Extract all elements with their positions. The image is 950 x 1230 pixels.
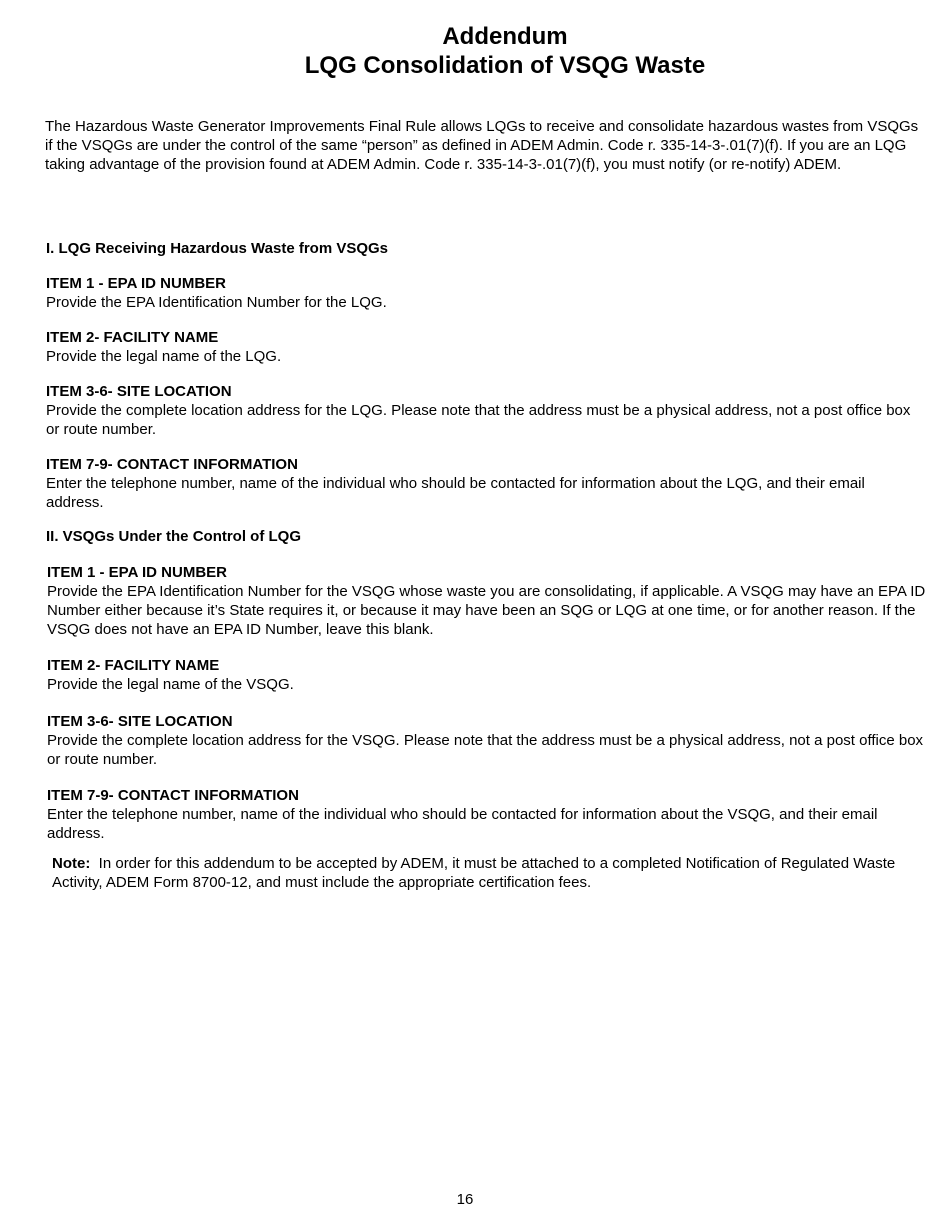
section-2-item-4-title: ITEM 7-9- CONTACT INFORMATION: [47, 787, 299, 804]
document-title-line-2: LQG Consolidation of VSQG Waste: [304, 52, 706, 79]
section-2-heading: II. VSQGs Under the Control of LQG: [46, 528, 302, 545]
section-2-item-1-text: Provide the EPA Identification Number for the VSQG whose waste you are consolidating, if applicable. A VSQG may have an EPA ID Number either because it’s State requires it, or because it may have been an SQG or LQG at one time, or for another reason. If the VSQG does not have an EPA ID Number, leave this blank.: [47, 583, 926, 638]
section-2-item-3-text: Provide the complete location address for the VSQG. Please note that the address must be a physical address, not a post office box or route number.: [47, 732, 924, 768]
note-text: In order for this addendum to be accepted by ADEM, it must be attached to a completed Notification of Regulated Waste Activity, ADEM Form 8700-12, and must include the appropriate certification fees.: [52, 855, 896, 891]
section-1-item-3-title: ITEM 3-6- SITE LOCATION: [46, 383, 232, 400]
section-1-heading: I. LQG Receiving Hazardous Waste from VSQGs: [46, 240, 389, 257]
section-1-item-1-text: Provide the EPA Identification Number for the LQG.: [46, 294, 387, 311]
document-title-line-1: Addendum: [442, 23, 568, 50]
section-1-item-4-text: Enter the telephone number, name of the individual who should be contacted for information about the LQG, and their email address.: [46, 475, 865, 511]
page-number: 16: [456, 1191, 474, 1208]
section-1-item-2-title: ITEM 2- FACILITY NAME: [46, 329, 219, 346]
note-paragraph: [52, 854, 902, 892]
section-2-item-2-text: Provide the legal name of the VSQG.: [47, 676, 294, 693]
section-1-item-4-title: ITEM 7-9- CONTACT INFORMATION: [46, 456, 298, 473]
section-2-item-2-title: ITEM 2- FACILITY NAME: [47, 657, 220, 674]
section-2-item-4-text: Enter the telephone number, name of the individual who should be contacted for information about the VSQG, and their email address.: [47, 806, 878, 842]
intro-paragraph: The Hazardous Waste Generator Improvements Final Rule allows LQGs to receive and consolidate hazardous wastes from VSQGs if the VSQGs are under the control of the same “person” as defined in ADEM Admin. Code r. 335-14-3-.01(7)(f). If you are an LQG taking advantage of the provision found at ADEM Admin. Code r. 335-14-3-.01(7)(f), you must notify (or re-notify) ADEM.: [45, 118, 919, 173]
note-label: Note:: [52, 855, 91, 872]
section-1-item-2-text: Provide the legal name of the LQG.: [46, 348, 282, 365]
section-2-item-3-title: ITEM 3-6- SITE LOCATION: [47, 713, 233, 730]
section-1-item-3-text: Provide the complete location address for the LQG. Please note that the address must be a physical address, not a post office box or route number.: [46, 402, 911, 438]
section-1-item-1-title: ITEM 1 - EPA ID NUMBER: [46, 275, 227, 292]
section-2-item-1-title: ITEM 1 - EPA ID NUMBER: [47, 564, 228, 581]
